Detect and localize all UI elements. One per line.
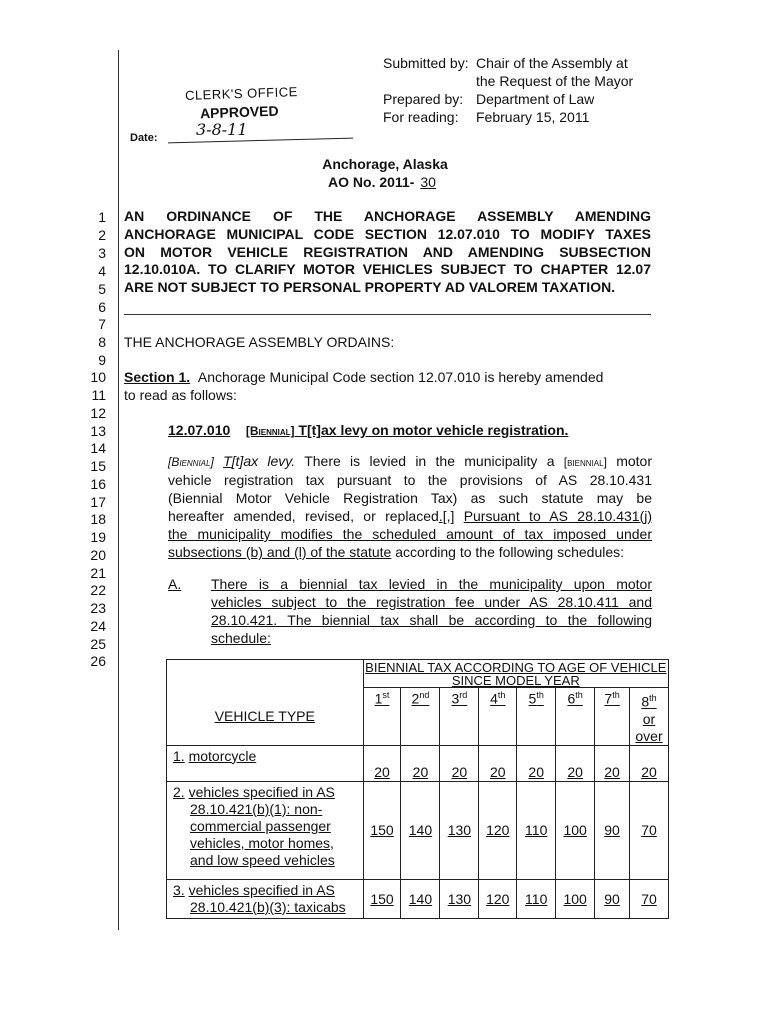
line-number: 21 bbox=[90, 565, 106, 581]
vehicle-type-cell bbox=[167, 781, 364, 879]
section-1-text: Anchorage Municipal Code section 12.07.010 is hereby amended bbox=[197, 369, 604, 385]
line-number: 16 bbox=[90, 476, 106, 492]
vehicle-type-label: vehicles specified in AS bbox=[188, 881, 335, 898]
line-number: 7 bbox=[98, 316, 106, 332]
tax-value: 20 bbox=[595, 745, 630, 781]
tax-value: 20 bbox=[401, 745, 440, 781]
age-num: 4 bbox=[490, 690, 498, 707]
tax-value: 120 bbox=[479, 879, 517, 918]
para-line: (Biennial Motor Vehicle Registration Tax) as such statute may be bbox=[168, 490, 652, 506]
submitted-label: Submitted by: bbox=[383, 55, 469, 71]
line-number: 19 bbox=[90, 529, 106, 545]
ordinance-title-line: ARE NOT SUBJECT TO PERSONAL PROPERTY AD VALOREM TAXATION. bbox=[124, 279, 616, 296]
table-row bbox=[167, 879, 669, 918]
table-row bbox=[167, 745, 669, 781]
clerk-stamp bbox=[130, 84, 360, 146]
vehicle-type-header: VEHICLE TYPE bbox=[214, 708, 315, 725]
age-header-cell bbox=[517, 688, 556, 746]
tax-value: 120 bbox=[479, 781, 517, 879]
vehicle-type-label: and low speed vehicles bbox=[190, 851, 335, 868]
title-divider bbox=[124, 314, 651, 315]
line-number: 3 bbox=[98, 245, 106, 261]
vehicle-type-label: vehicles specified in AS bbox=[188, 783, 335, 800]
tax-value: 90 bbox=[595, 879, 630, 918]
tax-value: 20 bbox=[440, 745, 479, 781]
age-suffix: th bbox=[649, 693, 657, 703]
subsection-a-line: There is a biennial tax levied in the municipality upon motor bbox=[211, 576, 652, 592]
tax-value: 100 bbox=[556, 879, 595, 918]
age-num: 1 bbox=[374, 690, 383, 707]
line-number: 20 bbox=[90, 547, 106, 563]
tax-schedule-table bbox=[166, 659, 669, 919]
vehicle-type-header-cell bbox=[167, 660, 364, 746]
age-header-cell bbox=[363, 688, 401, 746]
vehicle-type-cell bbox=[167, 745, 364, 781]
table-row bbox=[167, 781, 669, 879]
ordinance-title-line: AN ORDINANCE OF THE ANCHORAGE ASSEMBLY AMENDING bbox=[124, 208, 651, 224]
section-1 bbox=[124, 368, 644, 404]
ordinance-title-line: ANCHORAGE MUNICIPAL CODE SECTION 12.07.010 TO MODIFY TAXES bbox=[124, 225, 651, 242]
deleted-biennial: [Biennial] bbox=[245, 424, 295, 438]
age-num: 3 bbox=[451, 690, 460, 707]
line-numbers bbox=[80, 0, 106, 1024]
code-heading bbox=[168, 421, 568, 440]
ao-number-value: 30 bbox=[420, 174, 436, 190]
tax-value: 140 bbox=[401, 781, 440, 879]
new-letter: T bbox=[298, 422, 307, 438]
age-num: 7 bbox=[604, 690, 613, 707]
city-title: Anchorage, Alaska bbox=[322, 156, 448, 172]
ordinance-title bbox=[124, 208, 651, 297]
ordinance-title-line: 12.10.010A. TO CLARIFY MOTOR VEHICLES SUBJECT TO CHAPTER 12.07 bbox=[124, 261, 651, 278]
deleted-letter: [t] bbox=[306, 422, 321, 438]
para-line-6: according to the following schedules: bbox=[391, 544, 625, 560]
age-num: 8 bbox=[641, 693, 650, 710]
ao-prefix: AO No. 2011- bbox=[328, 174, 415, 190]
inserted-period: . bbox=[438, 508, 443, 524]
subsection-a-line: schedule: bbox=[211, 630, 271, 646]
deleted-biennial: [Biennial] bbox=[168, 455, 214, 469]
age-group-header bbox=[363, 660, 668, 688]
age-suffix: rd bbox=[459, 690, 468, 700]
ao-number bbox=[0, 174, 770, 190]
line-number: 14 bbox=[90, 440, 106, 456]
tax-value: 90 bbox=[595, 781, 630, 879]
age-or: or bbox=[642, 710, 656, 727]
tax-value: 140 bbox=[401, 879, 440, 918]
tax-value: 70 bbox=[630, 781, 669, 879]
submission-info bbox=[383, 54, 683, 126]
tax-value: 20 bbox=[517, 745, 556, 781]
tax-value: 20 bbox=[363, 745, 401, 781]
tax-value: 150 bbox=[363, 781, 401, 879]
row-number: 2. bbox=[173, 783, 185, 800]
line-number: 18 bbox=[90, 511, 106, 527]
line-number: 1 bbox=[98, 209, 106, 225]
line-number: 8 bbox=[98, 334, 106, 350]
line-number: 9 bbox=[98, 352, 106, 368]
line-number: 11 bbox=[91, 387, 106, 403]
ordains-clause: THE ANCHORAGE ASSEMBLY ORDAINS: bbox=[124, 334, 395, 350]
tax-value: 150 bbox=[363, 879, 401, 918]
prepared-label: Prepared by: bbox=[383, 91, 464, 107]
stamp-date-value: 3-8-11 bbox=[196, 120, 248, 139]
stamp-date-label: Date: bbox=[130, 132, 158, 144]
inserted-text: Pursuant to AS 28.10.431(j) bbox=[463, 508, 652, 524]
deleted-biennial-2: [biennial] bbox=[563, 455, 607, 469]
line-number: 2 bbox=[98, 227, 106, 243]
line-number: 5 bbox=[98, 281, 106, 297]
age-suffix: st bbox=[382, 690, 390, 700]
line-number: 17 bbox=[90, 494, 106, 510]
tax-value: 130 bbox=[440, 879, 479, 918]
section-1-text-continued: to read as follows: bbox=[124, 387, 237, 403]
age-suffix: nd bbox=[419, 690, 430, 700]
row-number: 3. bbox=[173, 881, 185, 898]
code-heading-text bbox=[246, 422, 569, 438]
subsection-a-label: A. bbox=[168, 576, 182, 592]
submitted-value-continued: the Request of the Mayor bbox=[476, 73, 634, 89]
para-line-4: hereafter amended, revised, or replaced bbox=[168, 508, 439, 524]
tax-value: 110 bbox=[517, 781, 556, 879]
submitted-value: Chair of the Assembly at bbox=[476, 55, 628, 71]
subsection-a-line: vehicles subject to the registration fee under AS 28.10.411 and bbox=[211, 594, 652, 610]
line-number: 6 bbox=[98, 299, 106, 315]
tax-value: 130 bbox=[440, 781, 479, 879]
age-header-cell bbox=[440, 688, 479, 746]
vehicle-type-cell bbox=[167, 879, 364, 918]
deleted-letter: [t] bbox=[231, 453, 244, 469]
vehicle-type-label: 28.10.421(b)(1): non- bbox=[190, 800, 323, 817]
line-number: 24 bbox=[90, 618, 106, 634]
age-over: over bbox=[635, 727, 663, 744]
table-header-row bbox=[167, 660, 669, 688]
tax-value: 70 bbox=[630, 879, 669, 918]
tax-value: 20 bbox=[556, 745, 595, 781]
vehicle-type-label: commercial passenger bbox=[190, 817, 331, 834]
line-number: 26 bbox=[90, 653, 106, 669]
tax-value: 110 bbox=[517, 879, 556, 918]
para-text-motor: motor bbox=[606, 453, 652, 469]
tax-value: 100 bbox=[556, 781, 595, 879]
age-header-cell bbox=[401, 688, 440, 746]
new-letter: T bbox=[223, 453, 232, 469]
line-number: 12 bbox=[90, 405, 106, 421]
levy-paragraph bbox=[168, 452, 652, 561]
para-line: vehicle registration tax pursuant to the provisions of AS 28.10.431 bbox=[168, 472, 652, 488]
line-number: 13 bbox=[90, 423, 106, 439]
heading-rest: ax levy on motor vehicle registration. bbox=[320, 422, 569, 438]
inserted-line: the municipality modifies the scheduled amount of tax imposed under bbox=[168, 526, 652, 542]
section-1-label: Section 1. bbox=[124, 369, 191, 385]
tax-value: 20 bbox=[630, 745, 669, 781]
stamp-office: CLERK'S OFFICE bbox=[184, 84, 299, 103]
age-group-header-line: BIENNIAL TAX ACCORDING TO AGE OF VEHICLE bbox=[365, 660, 667, 675]
line-number: 25 bbox=[90, 636, 106, 652]
inserted-text-end: subsections (b) and (l) of the statute bbox=[168, 544, 392, 560]
age-num: 5 bbox=[528, 690, 537, 707]
row-number: 1. bbox=[173, 747, 185, 764]
line-number: 23 bbox=[90, 600, 106, 616]
subsection-a-line: 28.10.421. The biennial tax shall be according to the following bbox=[211, 612, 652, 628]
age-suffix: th bbox=[612, 690, 620, 700]
vehicle-type-label: motorcycle bbox=[188, 747, 257, 764]
line-number: 4 bbox=[98, 263, 106, 279]
code-number: 12.07.010 bbox=[168, 422, 231, 438]
tax-value: 20 bbox=[479, 745, 517, 781]
ordinance-title-line: ON MOTOR VEHICLE REGISTRATION AND AMENDING SUBSECTION bbox=[124, 243, 651, 260]
age-suffix: th bbox=[497, 690, 506, 700]
deleted-comma: [,] bbox=[442, 508, 455, 524]
age-suffix: th bbox=[575, 690, 583, 700]
line-number: 22 bbox=[90, 582, 106, 598]
age-header-cell bbox=[479, 688, 517, 746]
ax-levy: ax levy. bbox=[243, 453, 296, 469]
line-number: 15 bbox=[90, 458, 106, 474]
reading-label: For reading: bbox=[383, 109, 459, 125]
line-number: 10 bbox=[90, 369, 106, 385]
para-text: There is levied in the municipality a bbox=[295, 453, 564, 469]
age-num: 2 bbox=[411, 690, 420, 707]
age-header-cell bbox=[556, 688, 595, 746]
age-num: 6 bbox=[567, 690, 576, 707]
stamp-status: APPROVED bbox=[199, 102, 279, 122]
prepared-value: Department of Law bbox=[476, 91, 595, 107]
reading-value: February 15, 2011 bbox=[476, 109, 590, 125]
age-suffix: th bbox=[536, 690, 544, 700]
age-group-header-line: SINCE MODEL YEAR bbox=[451, 673, 580, 688]
age-header-cell bbox=[630, 688, 669, 746]
vehicle-type-label: vehicles, motor homes, bbox=[190, 834, 334, 851]
vehicle-type-label: 28.10.421(b)(3): taxicabs bbox=[190, 898, 346, 915]
age-header-cell bbox=[595, 688, 630, 746]
